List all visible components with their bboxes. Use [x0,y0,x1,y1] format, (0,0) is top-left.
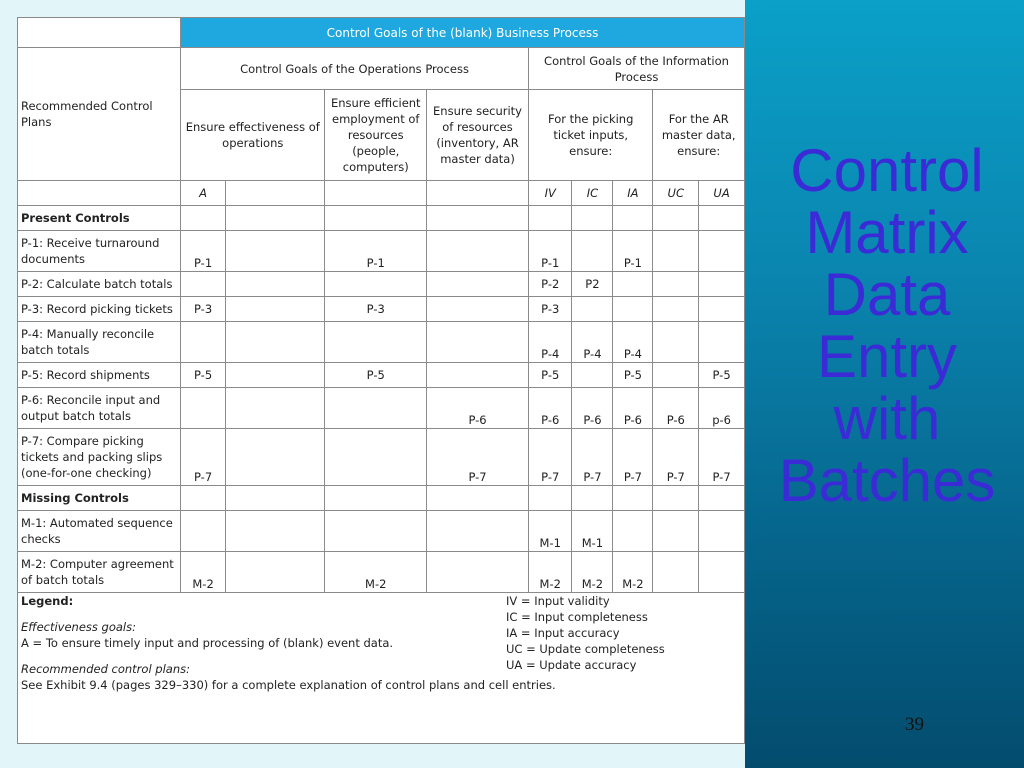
matrix-cell: p-6 [699,388,745,429]
row-label: P-2: Calculate batch totals [18,272,181,297]
matrix-cell: P-7 [529,429,572,486]
matrix-cell [699,272,745,297]
matrix-cell: M-2 [613,552,653,593]
matrix-cell [699,322,745,363]
matrix-cell: P-1 [325,231,427,272]
matrix-cell: P-4 [572,322,613,363]
matrix-cell [613,297,653,322]
matrix-cell: P-6 [613,388,653,429]
matrix-cell [653,363,699,388]
control-matrix-table [17,17,745,744]
matrix-cell [699,297,745,322]
matrix-cell [226,552,325,593]
matrix-cell: P-3 [529,297,572,322]
legend-code: UA = Update accuracy [506,658,637,672]
matrix-cell [226,322,325,363]
matrix-cell [325,272,427,297]
tag-cell: IC [572,181,613,206]
efficiency-header: Ensure efficient employment of resources (people, computers) [325,90,427,181]
table-title: Control Goals of the (blank) Business Process [181,18,745,48]
matrix-cell [226,272,325,297]
legend-code: UC = Update completeness [506,642,665,656]
table-row [18,429,745,486]
recommended-control-plans-header: Recommended Control Plans [18,48,181,181]
matrix-cell: P-5 [181,363,226,388]
recommended-plans-title: Recommended control plans: [21,662,190,676]
matrix-cell: M-1 [529,511,572,552]
matrix-cell [699,231,745,272]
matrix-cell: P-2 [529,272,572,297]
matrix-cell [325,388,427,429]
row-label: P-1: Receive turnaround documents [18,231,181,272]
matrix-cell [325,322,427,363]
security-header: Ensure security of resources (inventory, AR master data) [427,90,529,181]
matrix-cell [572,297,613,322]
operations-goals-header: Control Goals of the Operations Process [181,48,529,90]
matrix-cell [226,363,325,388]
matrix-cell [427,231,529,272]
matrix-cell: M-2 [529,552,572,593]
matrix-cell: P-4 [529,322,572,363]
matrix-cell: M-2 [572,552,613,593]
matrix-cell [653,511,699,552]
matrix-cell [226,231,325,272]
recommended-plans-text: See Exhibit 9.4 (pages 329–330) for a complete explanation of control plans and cell entries. [21,678,556,692]
legend-title: Legend: [21,594,74,608]
matrix-cell [653,552,699,593]
effectiveness-goals-title: Effectiveness goals: [21,620,136,634]
matrix-cell [226,429,325,486]
matrix-cell: P-5 [325,363,427,388]
table-row [18,388,745,429]
matrix-cell: P-7 [613,429,653,486]
table-row [18,297,745,322]
matrix-cell [427,322,529,363]
table-row [18,363,745,388]
matrix-cell: P-6 [529,388,572,429]
matrix-cell [427,552,529,593]
matrix-cell [427,363,529,388]
table-row [18,511,745,552]
matrix-cell: M-2 [181,552,226,593]
effectiveness-goal-a: A = To ensure timely input and processing of (blank) event data. [21,636,394,650]
row-label: P-3: Record picking tickets [18,297,181,322]
matrix-cell [226,511,325,552]
effectiveness-header: Ensure effectiveness of operations [181,90,325,181]
matrix-cell [226,388,325,429]
picking-ticket-header: For the picking ticket inputs, ensure: [529,90,653,181]
row-label: P-4: Manually reconcile batch totals [18,322,181,363]
matrix-cell [427,511,529,552]
matrix-cell: P-7 [653,429,699,486]
missing-controls-section: Missing Controls [18,486,181,511]
matrix-cell: M-2 [325,552,427,593]
tag-cell: A [181,181,226,206]
tag-cell [226,181,325,206]
matrix-cell [699,511,745,552]
matrix-cell: P-6 [572,388,613,429]
matrix-cell [653,297,699,322]
matrix-cell: P-4 [613,322,653,363]
table-row [18,322,745,363]
matrix-cell: P-6 [427,388,529,429]
row-label: P-7: Compare picking tickets and packing slips (one-for-one checking) [18,429,181,486]
matrix-cell: P-3 [325,297,427,322]
matrix-cell: P2 [572,272,613,297]
matrix-cell: P-7 [572,429,613,486]
matrix-cell: P-7 [427,429,529,486]
row-label: M-1: Automated sequence checks [18,511,181,552]
matrix-cell [181,511,226,552]
matrix-cell: P-5 [529,363,572,388]
tag-cell [325,181,427,206]
matrix-cell: P-5 [699,363,745,388]
matrix-cell [653,272,699,297]
matrix-cell [427,297,529,322]
matrix-cell [572,363,613,388]
table-row [18,231,745,272]
ar-master-header: For the AR master data, ensure: [653,90,745,181]
table-row [18,552,745,593]
legend-code: IV = Input validity [506,594,610,608]
matrix-cell: P-6 [653,388,699,429]
legend [18,593,745,744]
matrix-cell: M-1 [572,511,613,552]
matrix-cell [613,272,653,297]
present-controls-section: Present Controls [18,206,181,231]
slide-title: Control Matrix Data Entry with Batches [778,137,996,514]
matrix-cell: P-7 [699,429,745,486]
matrix-cell [699,552,745,593]
matrix-cell [181,272,226,297]
matrix-cell: P-1 [613,231,653,272]
legend-code: IC = Input completeness [506,610,648,624]
corner-cell [18,18,181,48]
tag-cell: UA [699,181,745,206]
table-row [18,272,745,297]
matrix-cell [181,388,226,429]
tag-cell [427,181,529,206]
matrix-cell [427,272,529,297]
legend-code: IA = Input accuracy [506,626,620,640]
tag-cell: IV [529,181,572,206]
information-goals-header: Control Goals of the Information Process [529,48,745,90]
matrix-cell: P-1 [529,231,572,272]
row-label: P-6: Reconcile input and output batch totals [18,388,181,429]
matrix-cell [181,322,226,363]
matrix-cell: P-7 [181,429,226,486]
row-label: M-2: Computer agreement of batch totals [18,552,181,593]
matrix-cell [653,231,699,272]
matrix-cell [226,297,325,322]
tag-row-label [18,181,181,206]
matrix-cell: P-5 [613,363,653,388]
tag-cell: UC [653,181,699,206]
matrix-cell [653,322,699,363]
matrix-cell [325,429,427,486]
page-number: 39 [905,714,924,735]
matrix-cell: P-1 [181,231,226,272]
row-label: P-5: Record shipments [18,363,181,388]
tag-cell: IA [613,181,653,206]
matrix-cell [613,511,653,552]
matrix-cell [572,231,613,272]
matrix-cell: P-3 [181,297,226,322]
matrix-cell [325,511,427,552]
